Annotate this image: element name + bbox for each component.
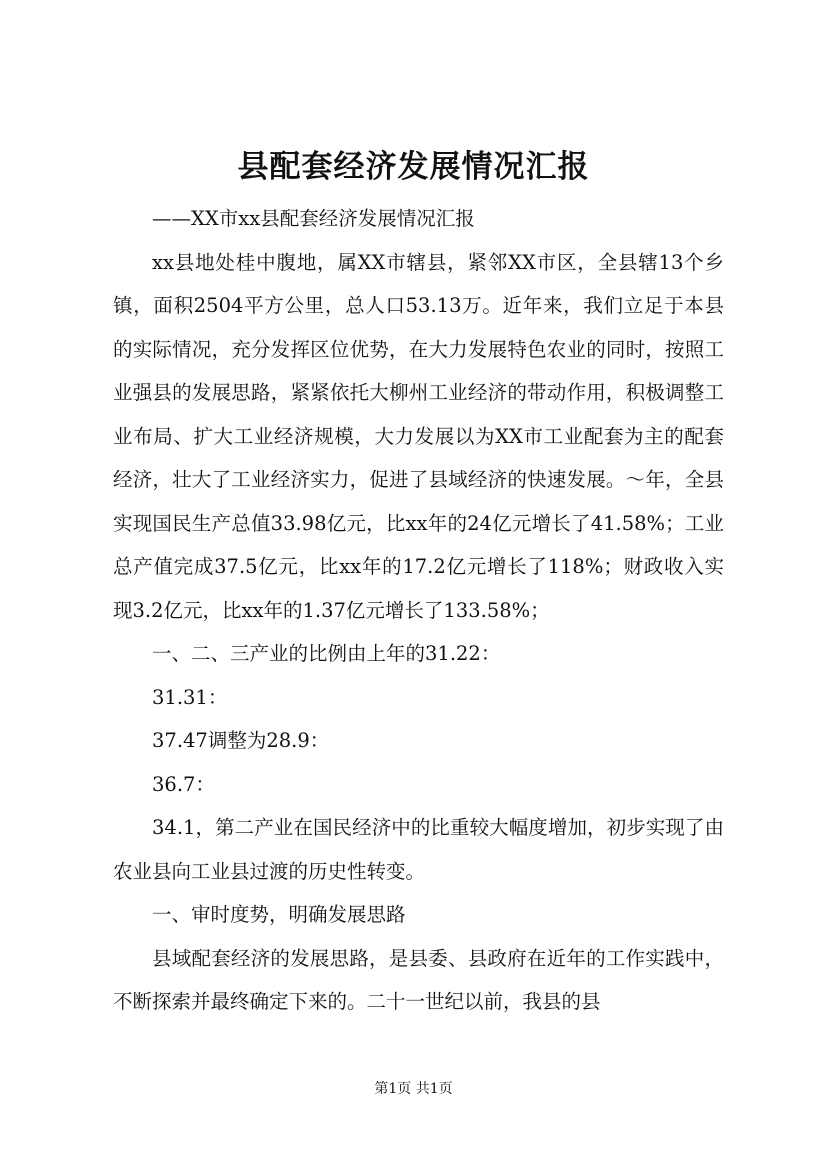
ratio-paragraph-2: 31.31：	[152, 685, 228, 709]
section-heading: 一、审时度势，明确发展思路	[152, 903, 406, 926]
intro-paragraph: xx县地处桂中腹地，属XX市辖县，紧邻XX市区，全县辖13个乡镇，面积2504平方公里，总人口53.13万。近年来，我们立足于本县的实际情况，充分发挥区位优势，在大力发展特色农业的同时，按照工业强县的发展思路，紧紧依托大柳州工业经济的带动作用，积极调整工业布局、扩大工业经济规模，大力发展以为XX市工业配套为主的配套经济，壮大了工业经济实力，促进了县域经济的快速发展。～年，全县实现国民生产总值33.98亿元，比xx年的24亿元增长了41.58%；工业总产值完成37.5亿元，比xx年的17.2亿元增长了118%；财政收入实现3.2亿元，比xx年的1.37亿元增长了133.58%；	[113, 250, 724, 622]
transition-paragraph: 34.1，第二产业在国民经济中的比重较大幅度增加，初步实现了由农业县向工业县过渡的历史性转变。	[113, 816, 724, 883]
ratio-paragraph-1: 一、二、三产业的比例由上年的31.22：	[152, 642, 501, 665]
subtitle-paragraph: ——XX市xx县配套经济发展情况汇报	[152, 207, 475, 230]
ratio-paragraph-4: 36.7：	[152, 772, 215, 796]
document-title: 县配套经济发展情况汇报	[237, 149, 590, 185]
document-body	[113, 197, 724, 1024]
section-paragraph: 县域配套经济的发展思路，是县委、县政府在近年的工作实践中，不断探索并最终确定下来的。二十一世纪以前，我县的县	[113, 946, 724, 1013]
ratio-paragraph-3: 37.47调整为28.9：	[152, 729, 330, 752]
page-footer: 第1页 共1页	[374, 1081, 453, 1097]
